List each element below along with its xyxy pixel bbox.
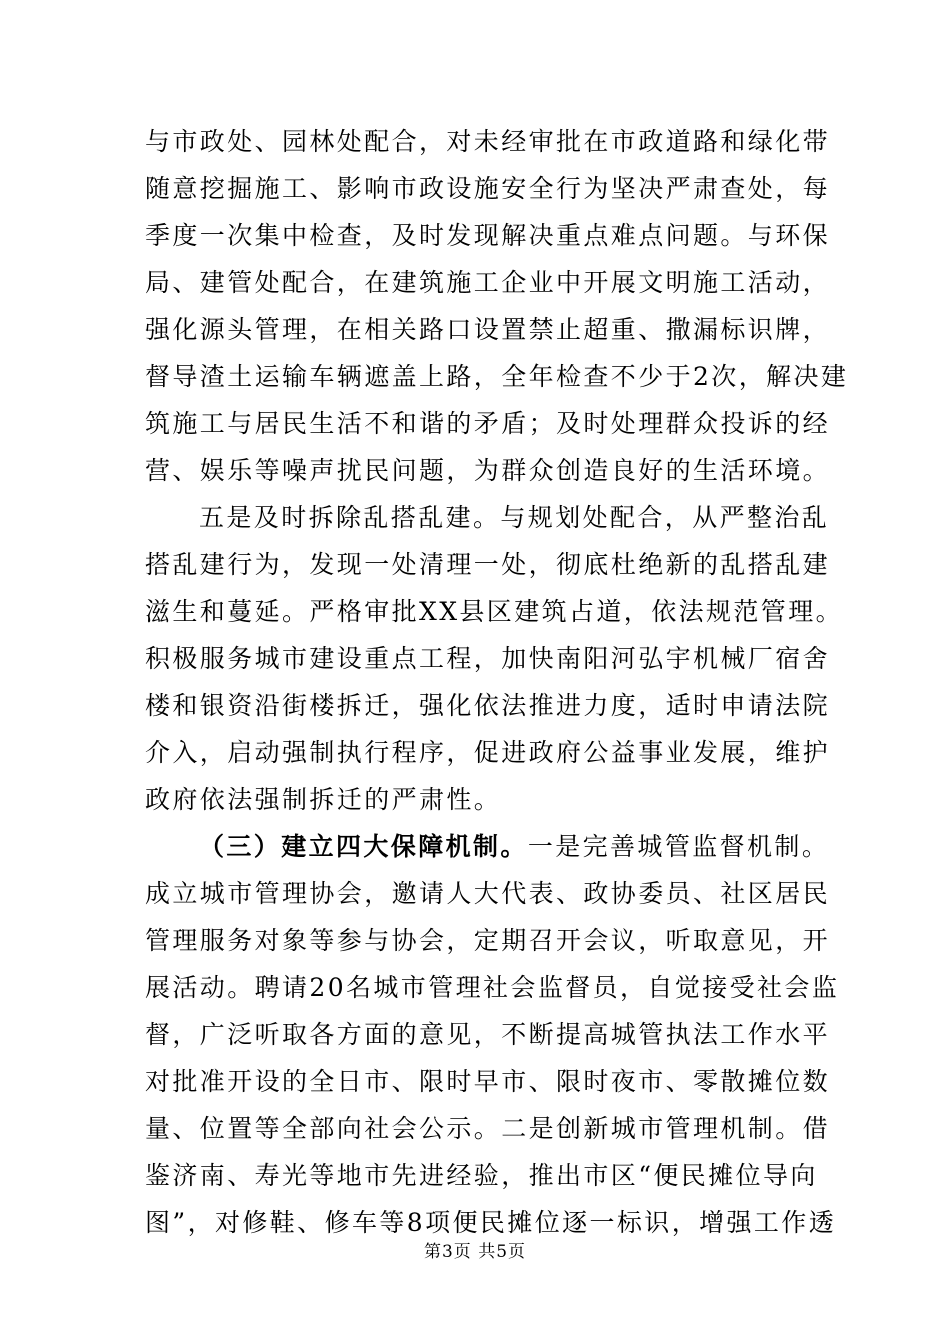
text-line: 量、位置等全部向社会公示。二是创新城市管理机制。借 [145, 1114, 831, 1143]
text-line: 管理服务对象等参与协会，定期召开会议，听取意见，开 [145, 926, 831, 955]
section-heading-line [145, 823, 830, 870]
text-line: 对批准开设的全日市、限时早市、限时夜市、零散摊位数 [145, 1067, 831, 1096]
section-heading: （三）建立四大保障机制。 [199, 832, 528, 861]
text-line: 督导渣土运输车辆遮盖上路，全年检查不少于2次，解决建 [145, 362, 849, 391]
text-line: 搭乱建行为，发现一处清理一处，彻底杜绝新的乱搭乱建 [145, 550, 831, 579]
text-line: 积极服务城市建设重点工程，加快南阳河弘宇机械厂宿舍 [145, 644, 831, 673]
text-line: 展活动。聘请20名城市管理社会监督员，自觉接受社会监 [145, 973, 840, 1002]
text-line: 季度一次集中检查，及时发现解决重点难点问题。与环保 [145, 221, 831, 250]
text-line: 政府依法强制拆迁的严肃性。 [145, 785, 502, 814]
text-line: 与市政处、园林处配合，对未经审批在市政道路和绿化带 [145, 127, 831, 156]
text-line: 督，广泛听取各方面的意见，不断提高城管执法工作水平 [145, 1020, 831, 1049]
text-line: 介入，启动强制执行程序，促进政府公益事业发展，维护 [145, 738, 831, 767]
text-line: 随意挖掘施工、影响市政设施安全行为坚决严肃查处，每 [145, 174, 831, 203]
text-line: 筑施工与居民生活不和谐的矛盾；及时处理群众投诉的经 [145, 409, 831, 438]
section-heading-tail: 一是完善城管监督机制。 [527, 832, 830, 861]
page-footer: 第3页 共5页 [423, 1242, 527, 1262]
text-line: 楼和银资沿街楼拆迁，强化依法推进力度，适时申请法院 [145, 691, 831, 720]
text-line: 图”，对修鞋、修车等8项便民摊位逐一标识，增强工作透 [145, 1208, 837, 1237]
body-text [145, 118, 849, 1246]
text-line: 鉴济南、寿光等地市先进经验，推出市区“便民摊位导向 [145, 1161, 818, 1190]
paragraph-start-line: 五是及时拆除乱搭乱建。与规划处配合，从严整治乱 [199, 503, 830, 532]
text-line: 营、娱乐等噪声扰民问题，为群众创造良好的生活环境。 [145, 456, 831, 485]
text-line: 成立城市管理协会，邀请人大代表、政协委员、社区居民 [145, 879, 831, 908]
text-line: 强化源头管理，在相关路口设置禁止超重、撒漏标识牌， [145, 315, 831, 344]
text-line: 局、建管处配合，在建筑施工企业中开展文明施工活动， [145, 268, 831, 297]
text-line: 滋生和蔓延。严格审批XX县区建筑占道，依法规范管理。 [145, 597, 843, 626]
